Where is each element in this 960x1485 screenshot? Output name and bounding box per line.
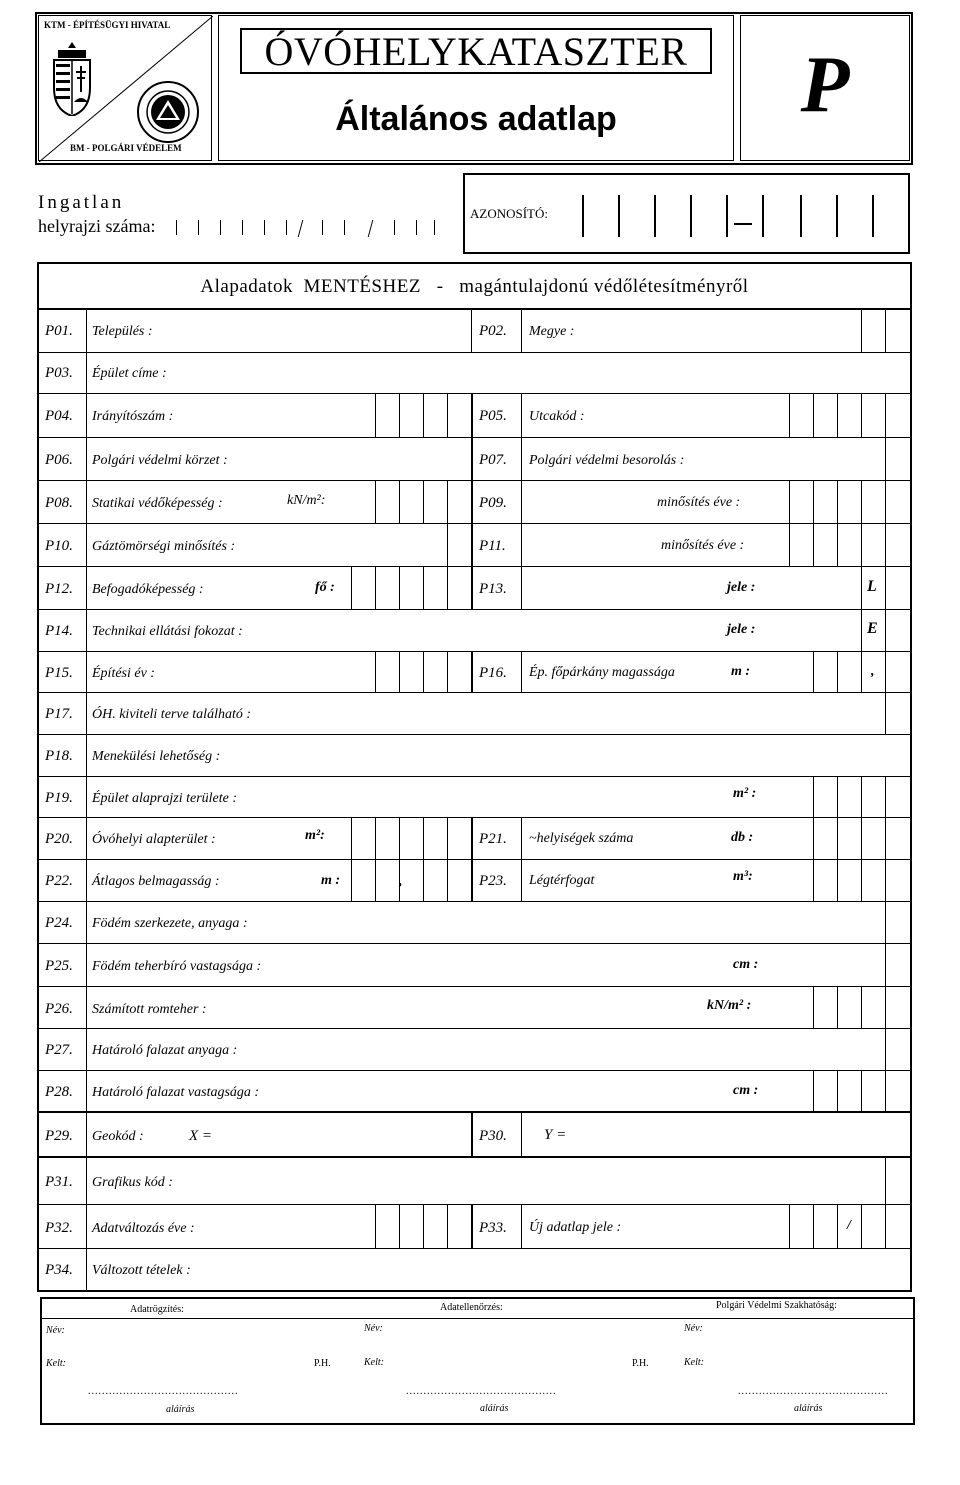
data-entry-title: Adatrögzítés: (130, 1304, 184, 1315)
form-row-p29 (39, 1113, 910, 1158)
field-label[interactable]: jele : (727, 580, 756, 595)
field-label[interactable]: ÓH. kiviteli terve található : (92, 707, 252, 722)
signature-header-divider (42, 1318, 913, 1319)
form-row-p34 (39, 1249, 910, 1290)
parcel-number-label: helyrajzi száma: (38, 216, 156, 236)
form-row-p14 (39, 610, 910, 652)
form-row-p06 (39, 438, 910, 481)
field-code: P08. (45, 495, 73, 511)
field-unit: m : (731, 664, 751, 679)
field-label[interactable]: Megye : (529, 324, 575, 339)
form-row-p31 (39, 1158, 910, 1205)
field-code: P10. (45, 538, 73, 554)
field-value: E (867, 620, 878, 637)
form-row-p12 (39, 567, 910, 610)
form-row-p25 (39, 944, 910, 987)
field-label[interactable]: Település : (92, 324, 153, 339)
form-row-p26 (39, 987, 910, 1029)
field-code: P34. (45, 1262, 73, 1278)
page-title: ÓVÓHELYKATASZTER (240, 28, 712, 74)
field-code: P21. (479, 831, 507, 847)
field-unit: kN/m² : (707, 998, 752, 1013)
agency-bottom-text: BM - POLGÁRI VÉDELEM (70, 143, 182, 153)
authority-title: Polgári Védelmi Szakhatóság: (716, 1300, 837, 1311)
field-code: P06. (45, 452, 73, 468)
field-label[interactable]: Irányítószám : (92, 409, 174, 424)
field-code: P07. (479, 452, 507, 468)
field-label[interactable]: minősítés éve : (661, 538, 745, 553)
field-code: P18. (45, 748, 73, 764)
field-code: P01. (45, 323, 73, 339)
field-code: P29. (45, 1128, 73, 1144)
identifier-label: AZONOSÍTÓ: (470, 206, 548, 221)
field-code: P16. (479, 665, 507, 681)
col2-signature-line[interactable]: ........................................... (406, 1386, 557, 1397)
field-code: P32. (45, 1220, 73, 1236)
field-label[interactable]: Geokód : (92, 1129, 144, 1144)
field-unit: X = (189, 1128, 213, 1144)
col1-date-label[interactable]: Kelt: (46, 1358, 66, 1369)
form-row-p03 (39, 353, 910, 394)
field-code: P19. (45, 790, 73, 806)
field-unit: cm : (733, 1083, 759, 1098)
col3-signature-line[interactable]: ........................................... (738, 1386, 889, 1397)
field-unit: m²: (305, 828, 325, 843)
form-title-part1: Alapadatok (200, 276, 293, 297)
field-code: P24. (45, 915, 73, 931)
col3-date-label[interactable]: Kelt: (684, 1357, 704, 1368)
field-label[interactable]: Óvóhelyi alapterület : (92, 832, 216, 847)
field-label[interactable]: Épület alaprajzi területe : (92, 791, 238, 806)
field-label[interactable]: Épület címe : (92, 366, 167, 381)
form-row-p24 (39, 902, 910, 944)
field-label[interactable]: Új adatlap jele : (529, 1220, 622, 1235)
field-code: P25. (45, 958, 73, 974)
field-value: / (847, 1218, 851, 1233)
col2-stamp-label: P.H. (632, 1358, 649, 1369)
field-code: P27. (45, 1042, 73, 1058)
field-label[interactable]: Adatváltozás éve : (92, 1221, 195, 1236)
col3-name-label[interactable]: Név: (684, 1323, 703, 1334)
property-label: Ingatlan (38, 192, 125, 213)
field-code: P11. (479, 538, 506, 554)
form-row-p32 (39, 1205, 910, 1249)
form-row-p28 (39, 1071, 910, 1113)
field-label[interactable]: Statikai védőképesség : (92, 496, 223, 511)
field-label[interactable]: Menekülési lehetőség : (92, 749, 221, 764)
field-label[interactable]: minősítés éve : (657, 495, 741, 510)
col1-signature-line[interactable]: ........................................... (88, 1386, 239, 1397)
field-code: P02. (479, 323, 507, 339)
col2-signature-label: aláírás (480, 1403, 509, 1414)
field-label[interactable]: Határoló falazat vastagsága : (92, 1085, 260, 1100)
field-code: P05. (479, 408, 507, 424)
field-code: P09. (479, 495, 507, 511)
field-value: L (867, 578, 877, 595)
form-row-p08 (39, 481, 910, 524)
field-code: P14. (45, 623, 73, 639)
field-unit: jele : (727, 622, 756, 637)
field-label[interactable]: Polgári védelmi besorolás : (529, 453, 685, 468)
form-row-p27 (39, 1029, 910, 1071)
civil-defense-emblem-icon (136, 80, 200, 149)
field-code: P31. (45, 1174, 73, 1190)
form-title (37, 262, 912, 310)
field-value: , (871, 664, 875, 679)
field-label[interactable]: Gáztömörségi minősítés : (92, 539, 236, 554)
form-row-p22 (39, 860, 910, 902)
field-label[interactable]: Polgári védelmi körzet : (92, 453, 228, 468)
form-row-p18 (39, 735, 910, 777)
field-label[interactable]: Y = (544, 1127, 567, 1143)
field-value: , (399, 874, 403, 889)
field-code: P22. (45, 873, 73, 889)
field-code: P04. (45, 408, 73, 424)
form-letter: P (800, 41, 850, 129)
col3-signature-label: aláírás (794, 1403, 823, 1414)
field-label[interactable]: Utcakód : (529, 409, 585, 424)
field-code: P20. (45, 831, 73, 847)
col1-name-label[interactable]: Név: (46, 1325, 65, 1336)
field-code: P03. (45, 365, 73, 381)
field-label[interactable]: ~helyiségek száma (529, 831, 634, 846)
field-label[interactable]: Befogadóképesség : (92, 582, 204, 597)
field-label[interactable]: Légtérfogat (529, 873, 595, 888)
field-unit: m : (321, 873, 341, 888)
field-label[interactable]: Technikai ellátási fokozat : (92, 624, 243, 639)
form-row-p19 (39, 777, 910, 818)
field-label[interactable]: Ép. főpárkány magassága (529, 665, 675, 680)
field-unit: fő : (315, 580, 335, 595)
field-unit: db : (731, 830, 754, 845)
field-unit: m³: (733, 869, 753, 884)
field-code: P13. (479, 581, 507, 597)
form-row-p20 (39, 818, 910, 860)
field-label[interactable]: Számított romteher : (92, 1002, 207, 1017)
agency-top-text: KTM - ÉPÍTÉSÜGYI HIVATAL (44, 20, 171, 30)
identifier-separator (734, 223, 752, 225)
col1-signature-label: aláírás (166, 1404, 195, 1415)
field-unit: m² : (733, 786, 757, 801)
col1-stamp-label: P.H. (314, 1358, 331, 1369)
form-row-p15 (39, 652, 910, 693)
field-code: P26. (45, 1001, 73, 1017)
form-row-p17 (39, 693, 910, 735)
field-label[interactable]: Födém teherbíró vastagsága : (92, 959, 262, 974)
form-row-p01 (39, 310, 910, 353)
field-code: P15. (45, 665, 73, 681)
data-check-title: Adatellenőrzés: (440, 1302, 503, 1313)
page-subtitle: Általános adatlap (335, 100, 617, 138)
field-code: P17. (45, 706, 73, 722)
field-label[interactable]: Építési év : (92, 666, 155, 681)
field-label[interactable]: Átlagos belmagasság : (92, 874, 220, 889)
field-unit: cm : (733, 957, 759, 972)
form-title-dash: - (436, 276, 444, 297)
form-title-part2: MENTÉSHEZ (303, 276, 421, 297)
field-label[interactable]: Grafikus kód : (92, 1175, 173, 1190)
field-code: P23. (479, 873, 507, 889)
field-label[interactable]: Határoló falazat anyaga : (92, 1043, 238, 1058)
field-label[interactable]: Változott tételek : (92, 1263, 191, 1278)
field-code: P33. (479, 1220, 507, 1236)
field-code: P12. (45, 581, 73, 597)
coat-of-arms-icon (50, 42, 94, 121)
field-code: P28. (45, 1084, 73, 1100)
field-unit: kN/m²: (287, 493, 326, 508)
form-title-part3: magántulajdonú védőlétesítményről (459, 276, 749, 297)
col2-name-label[interactable]: Név: (364, 1323, 383, 1334)
form-row-p10 (39, 524, 910, 567)
field-label[interactable]: Födém szerkezete, anyaga : (92, 916, 248, 931)
field-code: P30. (479, 1128, 507, 1144)
col2-date-label[interactable]: Kelt: (364, 1357, 384, 1368)
form-row-p04 (39, 394, 910, 438)
